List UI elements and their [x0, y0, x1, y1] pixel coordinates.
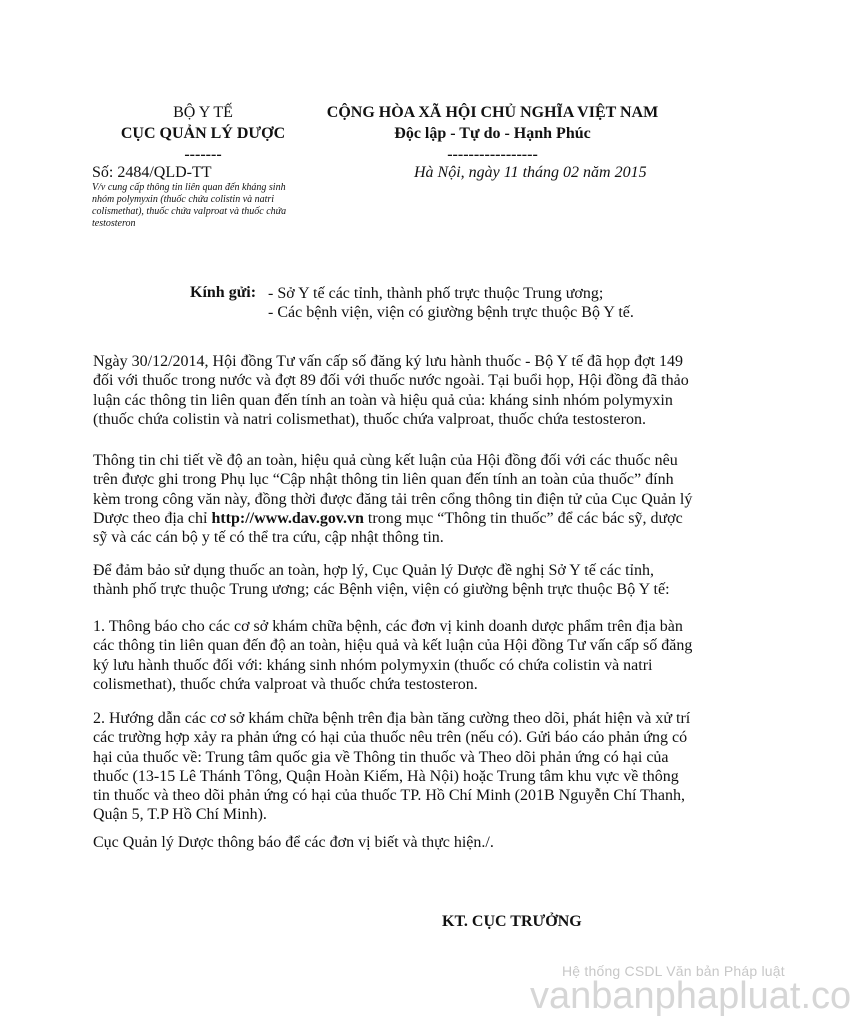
issuer-divider: -------: [184, 146, 222, 163]
signature-title: KT. CỤC TRƯỞNG: [442, 913, 582, 930]
motto-divider: -----------------: [447, 146, 538, 163]
paragraph-request: Để đảm bảo sử dụng thuốc an toàn, hợp lý, Cục Quản lý Dược đề nghị Sở Y tế các tỉnh, thành phố trực thuộc Trung ương; các Bệnh viện, viện có giường bệnh trực thuộc Bộ Y tế:: [93, 562, 670, 599]
watermark-caption: Hệ thống CSDL Văn bản Pháp luật: [562, 963, 785, 979]
country-name: CỘNG HÒA XÃ HỘI CHỦ NGHĨA VIỆT NAM: [326, 104, 659, 121]
agency-name: CỤC QUẢN LÝ DƯỢC: [120, 125, 286, 142]
paragraph-item-2: 2. Hướng dẫn các cơ sở khám chữa bệnh trên địa bàn tăng cường theo dõi, phát hiện và xử trí các trường hợp xảy ra phản ứng có hại của thuốc nêu trên (nếu có). Gửi báo cáo phản ứng có hại của thuốc về: Trung tâm quốc gia về Thông tin thuốc và Theo dõi phản ứng có hại của thuốc (13-15 Lê Thánh Tông, Quận Hoàn Kiếm, Hà Nội) hoặc Trung tâm khu vực về thông tin thuốc và theo dõi phản ứng có hại của thuốc TP. Hồ Chí Minh (201B Nguyễn Chí Thanh, Quận 5, T.P Hồ Chí Minh).: [93, 710, 691, 824]
paragraph-closing: Cục Quản lý Dược thông báo để các đơn vị biết và thực hiện./.: [93, 834, 494, 851]
issuer-header: [88, 102, 318, 165]
recipients-label: Kính gửi:: [190, 284, 257, 301]
recipients-list: [268, 284, 634, 322]
recipient-item: - Các bệnh viện, viện có giường bệnh trực thuộc Bộ Y tế.: [268, 304, 634, 321]
national-header: [305, 102, 680, 165]
paragraph-meeting: Ngày 30/12/2014, Hội đồng Tư vấn cấp số đăng ký lưu hành thuốc - Bộ Y tế đã họp đợt 149 đối với thuốc trong nước và đợt 89 đối với thuốc nước ngoài. Tại buổi họp, Hội đồng đã thảo luận các thông tin liên quan đến tính an toàn và hiệu quả của: kháng sinh nhóm polymyxin (thuốc chứa colistin và natri colismethat), thuốc chứa valproat, thuốc chứa testosteron.: [93, 353, 689, 428]
paragraph-details-text: Thông tin chi tiết về độ an toàn, hiệu quả cùng kết luận của Hội đồng đối với các thuốc nêu trên được ghi trong Phụ lục “Cập nhật thông tin liên quan đến tính an toàn của thuốc” đính kèm trong công văn này, đồng thời được đăng tải trên cổng thông tin điện tử của Cục Quản lý Dược theo địa chỉ: [93, 452, 693, 527]
ministry-name: BỘ Y TẾ: [173, 104, 233, 121]
recipient-item: - Sở Y tế các tỉnh, thành phố trực thuộc Trung ương;: [268, 285, 604, 302]
national-motto: Độc lập - Tự do - Hạnh Phúc: [394, 125, 591, 142]
website-link[interactable]: http://www.dav.gov.vn: [211, 509, 364, 527]
watermark-site: vanbanphapluat.co: [530, 975, 851, 1017]
document-number: Số: 2484/QLD-TT: [92, 164, 212, 181]
place-date: Hà Nội, ngày 11 tháng 02 năm 2015: [414, 164, 647, 181]
paragraph-details-text-end: trong mục “Thông tin thuốc” để các bác sỹ, dược sỹ và các cán bộ y tế có thể tra cứu, cập nhật thông tin.: [93, 509, 683, 547]
paragraph-details: [93, 451, 693, 547]
document-subject: V/v cung cấp thông tin liên quan đến kháng sinh nhóm polymyxin (thuốc chứa colistin và natri colismethat), thuốc chứa valproat và thuốc chứa testosteron: [92, 182, 287, 229]
paragraph-item-1: 1. Thông báo cho các cơ sở khám chữa bệnh, các đơn vị kinh doanh dược phẩm trên địa bàn các thông tin liên quan đến độ an toàn, hiệu quả và kết luận của Hội đồng Tư vấn cấp số đăng ký lưu hành thuốc đối với: kháng sinh nhóm polymyxin (thuốc có chứa colistin và natri colismethat), thuốc chứa valproat và thuốc chứa testosteron.: [93, 618, 693, 693]
